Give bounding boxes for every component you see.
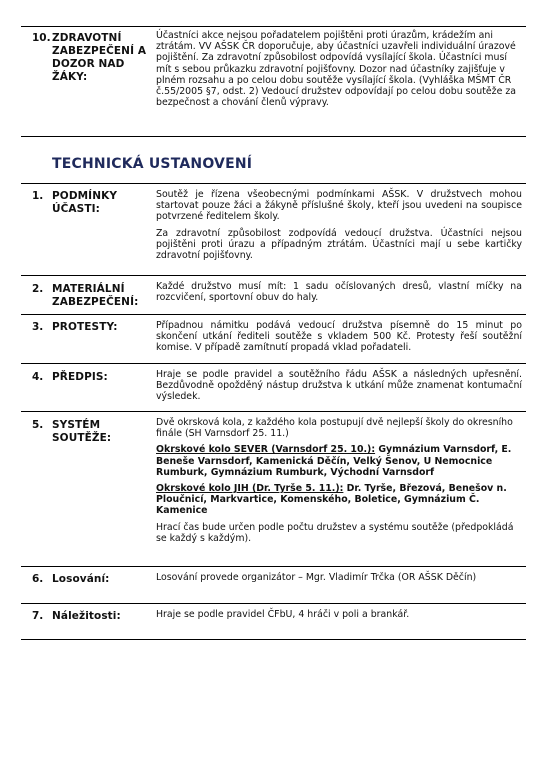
row-participation <box>21 184 526 276</box>
row-label: PODMÍNKY ÚČASTI: <box>52 190 118 215</box>
section-heading: TECHNICKÁ USTANOVENÍ <box>52 156 253 172</box>
row-content <box>156 189 522 266</box>
row-label: PŘEDPIS: <box>52 371 108 383</box>
paragraph: Hraje se podle pravidel ČFbU, 4 hráči v poli a brankář. <box>156 609 410 620</box>
row-content <box>156 572 522 588</box>
row-number: 5. <box>32 419 44 431</box>
row-health-supervision <box>21 27 526 137</box>
paragraph: Losování provede organizátor – Mgr. Vladimír Trčka (OR AŠSK Děčín) <box>156 572 477 583</box>
row-draw <box>21 567 526 604</box>
row-regulations <box>21 364 526 412</box>
row-content <box>156 369 522 408</box>
row-content <box>156 417 522 549</box>
row-text: Účastníci akce nejsou pořadatelem pojištěni proti úrazům, krádežím ani ztrátám. VV AŠSK ČR doporučuje, aby účastníci uzavřeli individuální úrazové pojištění. Za zdravotní způsobilost odpovídá vysílající škola. Účastníci musí mít s sebou průkazku zdravotní pojišťovny. Dozor nad účastníky zajišťuje v plném rozsahu a po celou dobu soutěže vysílající škola. (Vyhláška MŠMT ČR č.55/2005 §7, odst. 2) Vedoucí družstev odpovídají po celou dobu soutěže za bezpečnost a chování členů výpravy. <box>156 30 516 109</box>
row-number: 2. <box>32 283 44 295</box>
south-round-paragraph <box>156 483 522 517</box>
paragraph: Případnou námitku podává vedoucí družstva písemně do 15 minut po skončení utkání řediteli soutěže s vkladem 500 Kč. Protesty řeší soutěžní komise. V případě zamítnutí propadá vklad pořadateli. <box>156 320 522 354</box>
row-requirements <box>21 604 526 640</box>
row-label: Losování: <box>52 573 110 585</box>
paragraph: Za zdravotní způsobilost zodpovídá vedoucí družstva. Účastníci nejsou pojištěni proti úrazu a případným ztrátám. Účastníci mají u sebe kartičky zdravotní pojišťovny. <box>156 227 522 262</box>
row-number: 6. <box>32 573 44 585</box>
row-content <box>156 320 522 359</box>
row-content <box>156 30 522 113</box>
paragraph: Každé družstvo musí mít: 1 sadu očíslovaných dresů, vlastní míčky na rozcvičení, sportovní obuv do haly. <box>156 281 522 304</box>
row-protests <box>21 315 526 364</box>
north-round-teams: Gymnázium Varnsdorf, E. Beneše Varnsdorf, Kamenická Děčín, Velký Šenov, U Nemocnice Rumburk, Gymnázium Rumburk, Východní Varnsdorf <box>156 444 512 478</box>
row-number: 10. <box>32 32 51 44</box>
paragraph: Hrací čas bude určen podle počtu družstev a systému soutěže (předpokládá se každý s každým). <box>156 521 514 544</box>
paragraph: Soutěž je řízena všeobecnými podmínkami AŠSK. V družstvech mohou startovat pouze žáci a žákyně příslušné školy, kteří jsou uvedeni na soupisce potvrzené ředitelem školy. <box>156 189 522 223</box>
row-content <box>156 281 522 308</box>
row-label: ZDRAVOTNÍ ZABEZPEČENÍ A DOZOR NAD ŽÁKY: <box>52 32 147 83</box>
south-round-teams: Dr. Tyrše, Březová, Benešov n. Ploučnicí, Markvartice, Komenského, Boletice, Gymnázium Č. Kamenice <box>156 483 507 517</box>
south-round-title: Okrskové kolo JIH (Dr. Tyrše 5. 11.): <box>156 483 344 495</box>
row-label: PROTESTY: <box>52 321 118 333</box>
north-round-paragraph <box>156 444 522 478</box>
row-number: 7. <box>32 610 44 622</box>
row-material <box>21 276 526 315</box>
row-number: 4. <box>32 371 44 383</box>
north-round-title: Okrskové kolo SEVER (Varnsdorf 25. 10.): <box>156 444 376 456</box>
row-content <box>156 609 522 625</box>
row-number: 3. <box>32 321 44 333</box>
row-label: SYSTÉM SOUTĚŽE: <box>52 419 112 444</box>
paragraph: Hraje se podle pravidel a soutěžního řádu AŠSK a následných upřesnění. Bezdůvodně opožděný nástup družstva k utkání může znamenat kontumační výsledek. <box>156 369 522 403</box>
row-label: Náležitosti: <box>52 610 121 622</box>
row-number: 1. <box>32 190 44 202</box>
row-competition-system <box>21 412 526 567</box>
paragraph: Dvě okrsková kola, z každého kola postupují dvě nejlepší školy do okresního finále (SH Varnsdorf 25. 11.) <box>156 417 513 440</box>
row-label: MATERIÁLNÍ ZABEZPEČENÍ: <box>52 283 139 308</box>
